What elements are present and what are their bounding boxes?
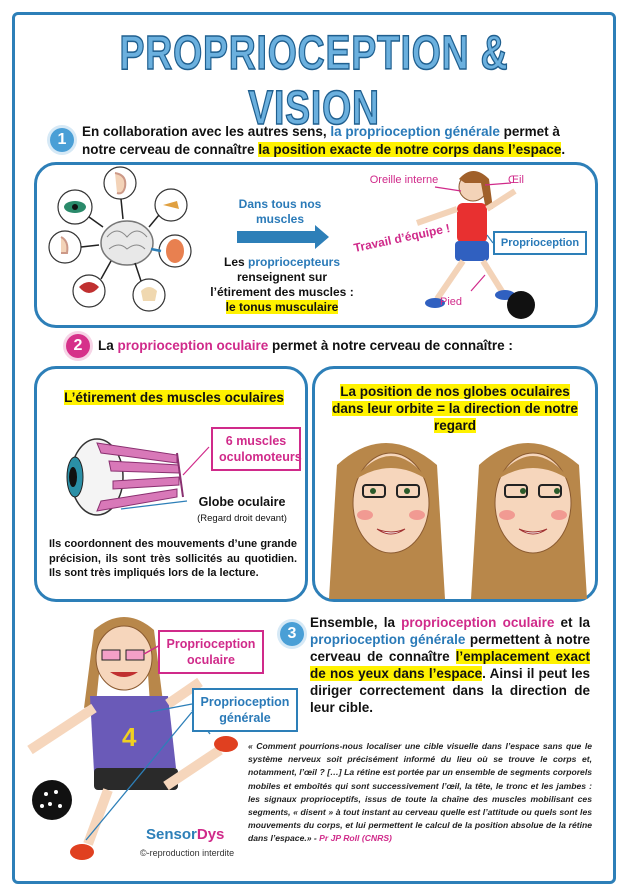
copyright: ©-reproduction interdite — [140, 848, 235, 858]
section-1-panel — [34, 162, 598, 328]
label-foot: Pied — [439, 296, 463, 308]
label-inner-ear: Oreille interne — [369, 174, 439, 186]
section-3-text: Ensemble, la proprioception oculaire et la proprioception générale permettent à notre cerveau de connaître l’emplacement exact de nos yeux dans l’espace. Ainsi il peut les diriger correctement dans la direction de leur cible. — [310, 615, 591, 715]
faces-illustration — [315, 369, 601, 605]
globe-label: Globe oculaire — [198, 495, 286, 509]
section-2-intro: La proprioception oculaire permet à notre cerveau de connaître : — [98, 338, 513, 353]
section-2-number: 2 — [66, 334, 90, 358]
globe-sublabel: (Regard droit devant) — [197, 513, 287, 524]
label-proprioception: Proprioception — [493, 231, 587, 255]
section-2-left-panel — [34, 366, 308, 602]
label-general-proprioception: Proprioception générale — [192, 688, 298, 732]
section-2-right-panel — [312, 366, 598, 602]
label-teamwork: Travail d’équipe ! — [352, 220, 452, 256]
muscles-label: 6 muscles oculomoteurs — [211, 427, 301, 471]
right-panel-title: La position de nos globes oculaires dans leur orbite = la direction de notre regard — [332, 384, 578, 433]
left-panel-title: L’étirement des muscles oculaires — [64, 390, 284, 405]
quote-text: « Comment pourrions-nous localiser une cible visuelle dans l’espace sans que le système nerveux soit précisément informé du lieu où se trouve le corps et, notamment, l’œil ? […] La rétine est portée par un ensemble de segments corporels mobiles et emboîtés qui sont successivement l’œil, la tête, le tronc et les jambes : les signaux proprioceptifs, issus de toute la chaîne des muscles mobilisant ces segments, « disent » à tout instant au cerveau quelle est l’attitude ou quels sont les mouvements du corps, et lui permettent le calcul de la position absolue de la rétine dans l’espace.» - Pr JP Roll (CNRS) — [248, 741, 592, 844]
label-ocular-proprioception: Proprioception oculaire — [158, 630, 264, 674]
section-1-number: 1 — [50, 128, 74, 152]
section-3-number: 3 — [280, 622, 304, 646]
svg-text:4: 4 — [122, 722, 137, 752]
left-panel-text: Ils coordonnent des mouvements d’une grande précision, ils sont très sollicités au quotidien. Ils sont très impliqués lors de la lecture. — [49, 538, 297, 579]
page-title: PROPRIOCEPTION & VISION — [119, 27, 509, 135]
muscles-arrow-label: Dans tous nos muscles — [238, 197, 322, 226]
section-1-text: En collaboration avec les autres sens, la proprioception générale permet à notre cerveau de connaître la position exacte de notre corps dans l’espace. — [82, 124, 566, 157]
sensordys-logo: SensorDys — [146, 826, 225, 843]
label-eye: Œil — [508, 174, 524, 186]
receptors-text: Les propriocepteurs renseignent sur l’étirement des muscles : le tonus musculaire — [210, 255, 354, 314]
